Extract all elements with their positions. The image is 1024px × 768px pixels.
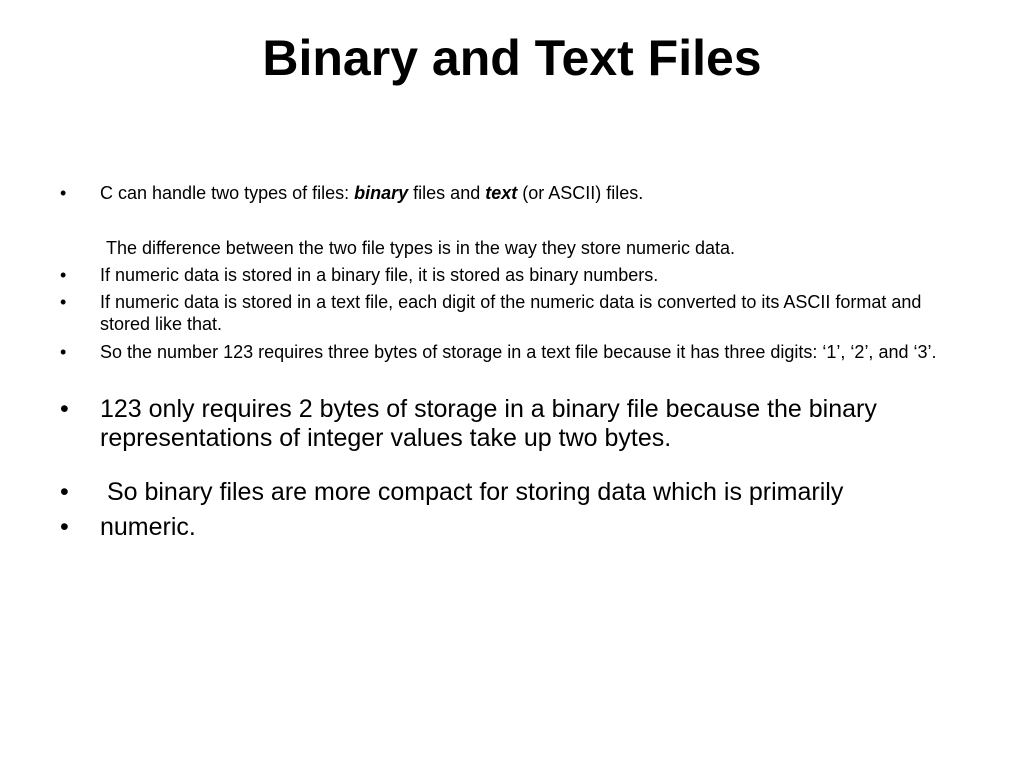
emphasis-binary: binary	[354, 183, 409, 203]
bullet-text: So binary files are more compact for storing data which is primarily	[100, 478, 844, 506]
bullet-item-file-types	[60, 182, 970, 204]
bullet-text-pre: C can handle two types of files:	[100, 183, 355, 203]
bullet-item-binary-storage	[60, 264, 970, 286]
emphasis-text: text	[485, 183, 518, 203]
bullet-icon: •	[60, 183, 67, 203]
bullet-icon: •	[60, 292, 67, 312]
bullet-text-mid: files and	[408, 183, 486, 203]
bullet-item-compact	[60, 478, 970, 507]
bullet-text: If numeric data is stored in a binary file, it is stored as binary numbers.	[100, 265, 659, 285]
bullet-icon: •	[60, 478, 69, 506]
bullet-text: So the number 123 requires three bytes of storage in a text file because it has three digits: ‘1’, ‘2’, and ‘3’.	[100, 342, 937, 362]
bullet-item-two-bytes	[60, 395, 970, 453]
paragraph-difference: The difference between the two file types is in the way they store numeric data.	[106, 238, 736, 258]
bullet-icon: •	[60, 342, 67, 362]
bullet-text: numeric.	[100, 513, 196, 541]
bullet-icon: •	[60, 265, 67, 285]
bullet-text: If numeric data is stored in a text file, each digit of the numeric data is converted to its ASCII format and stored like that.	[100, 292, 922, 334]
bullet-icon: •	[60, 395, 69, 423]
bullet-item-three-bytes	[60, 341, 970, 363]
bullet-text: 123 only requires 2 bytes of storage in a binary file because the binary representations of integer values take up two bytes.	[100, 395, 877, 452]
bullet-icon: •	[60, 513, 69, 541]
bullet-item-text-storage	[60, 291, 970, 335]
slide-title: Binary and Text Files	[262, 30, 762, 86]
bullet-text-post: (or ASCII) files.	[517, 183, 644, 203]
slide-body	[60, 182, 970, 542]
bullet-item-numeric	[60, 513, 970, 542]
